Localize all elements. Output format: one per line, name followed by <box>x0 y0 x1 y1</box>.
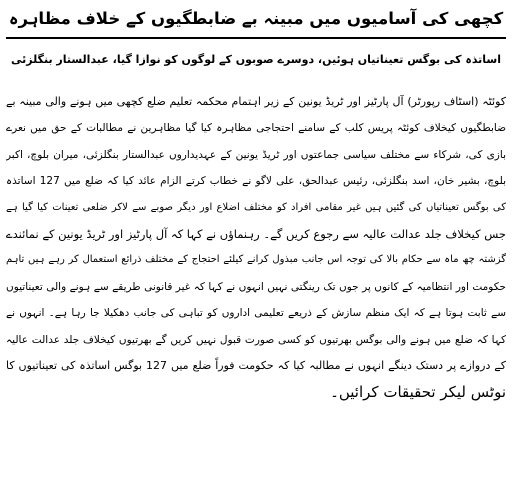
headline: کچھی کی آسامیوں میں مبینہ بے ضابطگیوں کے خلاف مظاہرہ <box>8 9 504 28</box>
body-line: بلوچ، بشیر خان، اسد بنگلزئی، رئیس عبدالحق، علی لاگو نے خطاب کرتے الزام عائد کیا کہ ضلع میں 127 اساتذہ <box>6 175 506 188</box>
body-line: بازی کی، شرکاء سے مختلف سیاسی جماعتوں اور ٹریڈ یونین کے عہدیداروں عبدالستار بنگلزئی، میران بلوچ، اکبر <box>6 148 506 161</box>
body-line: گزشتہ چھ ماہ سے حکام بالا کی توجہ اس جانب مبذول کرانے کیلئے احتجاج کے مختلف ذرائع استعمال کر رہے ہیں تاہم <box>6 254 506 266</box>
body-line: کے دروازے پر دستک دینگے انہوں نے مطالبہ کیا کہ حکومت فوراً ضلع میں 127 بوگس اساتذہ کی تعیناتیوں کا <box>6 358 506 372</box>
body-line: کہا کہ ضلع میں ہونے والی بوگس بھرتیوں کو کسی صورت قبول نہیں کریں گے بھرتیوں کیخلاف جلد عدالت عالیہ <box>6 333 506 346</box>
body-line: سے ثابت ہوتا ہے کہ ایک منظم سازش کے ذریعے تعلیمی اداروں کو تباہی کی جانب دھکیلا جا رہا ہے۔ انہوں نے <box>6 307 506 320</box>
body-line: ضابطگیوں کیخلاف کوئٹہ پریس کلب کے سامنے احتجاجی مظاہرہ کیا گیا مظاہرین نے مطالبات کے حق میں نعرے <box>6 122 506 135</box>
body-line: حکومت اور انتظامیہ کے کانوں پر جوں تک رینگتی نہیں انہوں نے کہا کہ غیر قانونی طریقے سے ہونے والی تعیناتیوں <box>6 280 506 293</box>
body-line: نوٹس لیکر تحقیقات کرائیں۔ <box>330 383 506 402</box>
body-line: کوئٹہ (اسٹاف رپورٹر) آل پارٹیز اور ٹریڈ یونین کے زیر اہتمام محکمہ تعلیم ضلع کچھی میں ہونے والی مبینہ بے <box>6 95 506 108</box>
body-line: کی بوگس تعیناتیاں کی گئیں ہیں غیر مقامی افراد کو مختلف اضلاع اور دیگر صوبے سے لاکر ضلعی تعینات کیا گیا ہے <box>6 201 506 213</box>
article-body <box>6 89 506 406</box>
headline-divider <box>6 37 506 39</box>
body-line: جس کیخلاف جلد عدالت عالیہ سے رجوع کریں گے۔ رہنماؤں نے کہا کہ آل پارٹیز اور ٹریڈ یونین کے نمائندے <box>6 226 506 241</box>
subheadline: اساتذہ کی بوگس تعیناتیاں ہوئیں، دوسرے صوبوں کے لوگوں کو نوازا گیا، عبدالستار بنگلزئی <box>10 53 502 66</box>
